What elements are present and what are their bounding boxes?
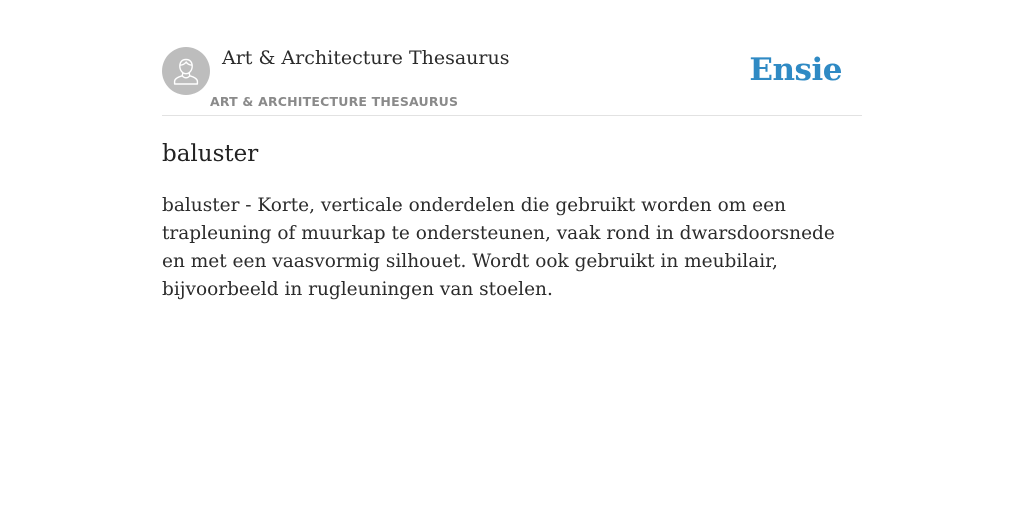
source-subtitle: ART & ARCHITECTURE THESAURUS xyxy=(210,94,459,109)
brand-logo[interactable]: Ensie xyxy=(749,52,842,88)
term-heading: baluster xyxy=(162,141,259,167)
user-silhouette-icon xyxy=(162,47,210,95)
source-avatar[interactable] xyxy=(162,47,210,95)
entry-header xyxy=(162,47,862,116)
source-title[interactable]: Art & Architecture Thesaurus xyxy=(222,47,510,69)
definition-text: baluster - Korte, verticale onderdelen die gebruikt worden om een trapleuning of muurkap te ondersteunen, vaak rond in dwarsdoorsnede en met een vaasvormig silhouet. Wordt ook gebruikt in meubilair, bijvoorbeeld in rugleuningen van stoelen. xyxy=(162,195,835,300)
